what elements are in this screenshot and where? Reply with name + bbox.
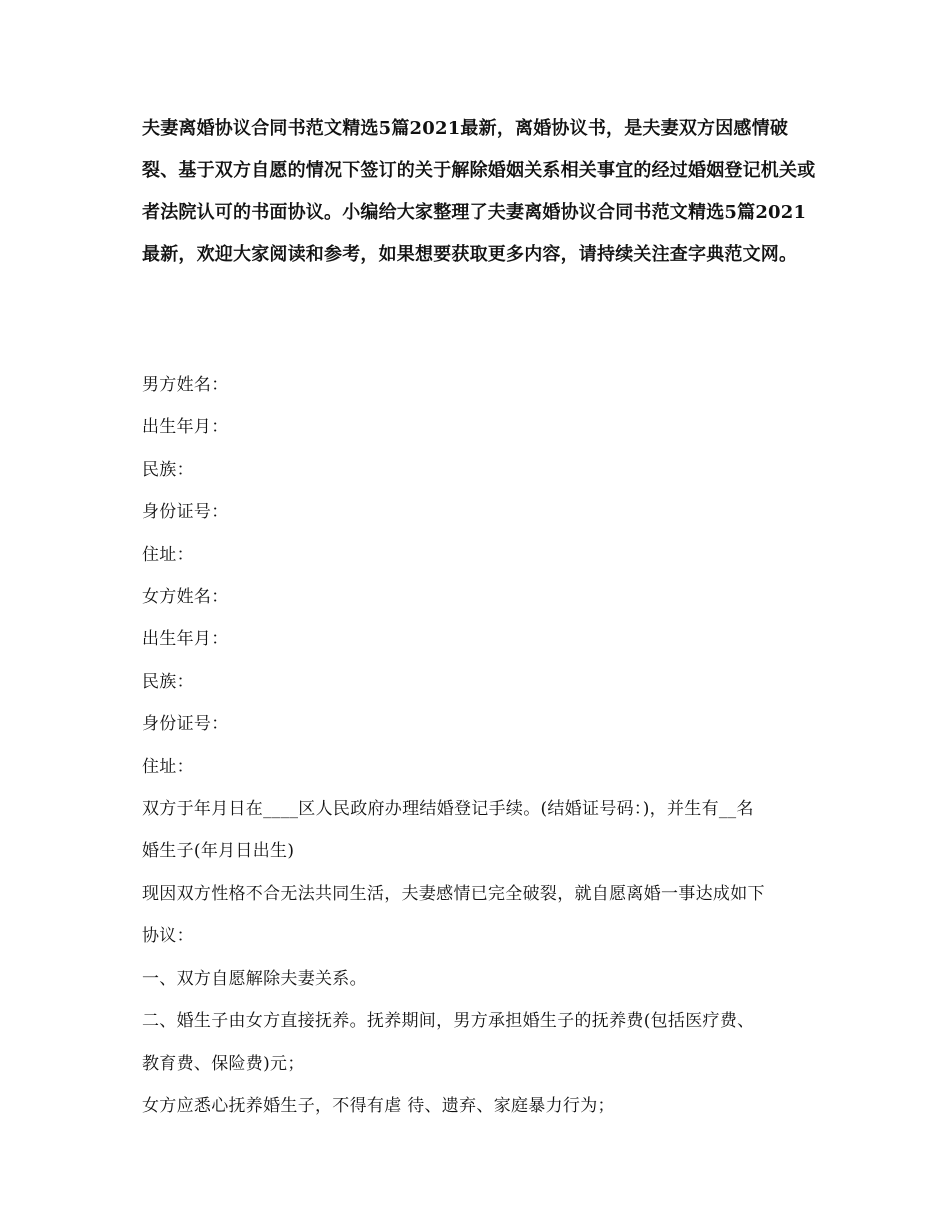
line-wife-id: 身份证号： — [142, 714, 229, 735]
line-wife-address: 住址： — [142, 756, 194, 777]
line-wife-obligation: 女方应悉心抚养婚生子，不得有虐 待、遗弃、家庭暴力行为； — [142, 1095, 615, 1116]
line-marriage-registration: 双方于年月日在____区人民政府办理结婚登记手续。(结婚证号码：)，并生有__名 — [142, 799, 754, 820]
line-husband-birth: 出生年月： — [142, 417, 229, 438]
intro-paragraph: 夫妻离婚协议合同书范文精选5篇2021最新，离婚协议书，是夫妻双方因感情破裂、基于双方自愿的情况下签订的关于解除婚姻关系相关事宜的经过婚姻登记机关或者法院认可的书面协议。小编给大家整理了夫妻离婚协议合同书范文精选5篇2021最新，欢迎大家阅读和参考，如果想要获取更多内容，请持续关注查字典范文网。 — [142, 118, 816, 265]
line-divorce-reason: 现因双方性格不合无法共同生活，夫妻感情已完全破裂，就自愿离婚一事达成如下 — [142, 883, 765, 904]
line-husband-id: 身份证号： — [142, 502, 229, 523]
line-agreement-heading: 协议： — [142, 926, 194, 947]
line-child-birth: 婚生子(年月日出生) — [142, 841, 295, 862]
line-clause-two: 二、婚生子由女方直接抚养。抚养期间，男方承担婚生子的抚养费(包括医疗费、 — [142, 1011, 755, 1032]
line-clause-one: 一、双方自愿解除夫妻关系。 — [142, 968, 367, 989]
agreement-body — [142, 364, 822, 1127]
line-clause-two-cont: 教育费、保险费)元； — [142, 1053, 305, 1074]
line-husband-address: 住址： — [142, 544, 194, 565]
line-husband-name: 男方姓名： — [142, 375, 229, 395]
line-wife-name: 女方姓名： — [142, 587, 229, 608]
line-husband-ethnicity: 民族： — [142, 459, 194, 480]
line-wife-ethnicity: 民族： — [142, 671, 194, 692]
line-wife-birth: 出生年月： — [142, 629, 229, 650]
